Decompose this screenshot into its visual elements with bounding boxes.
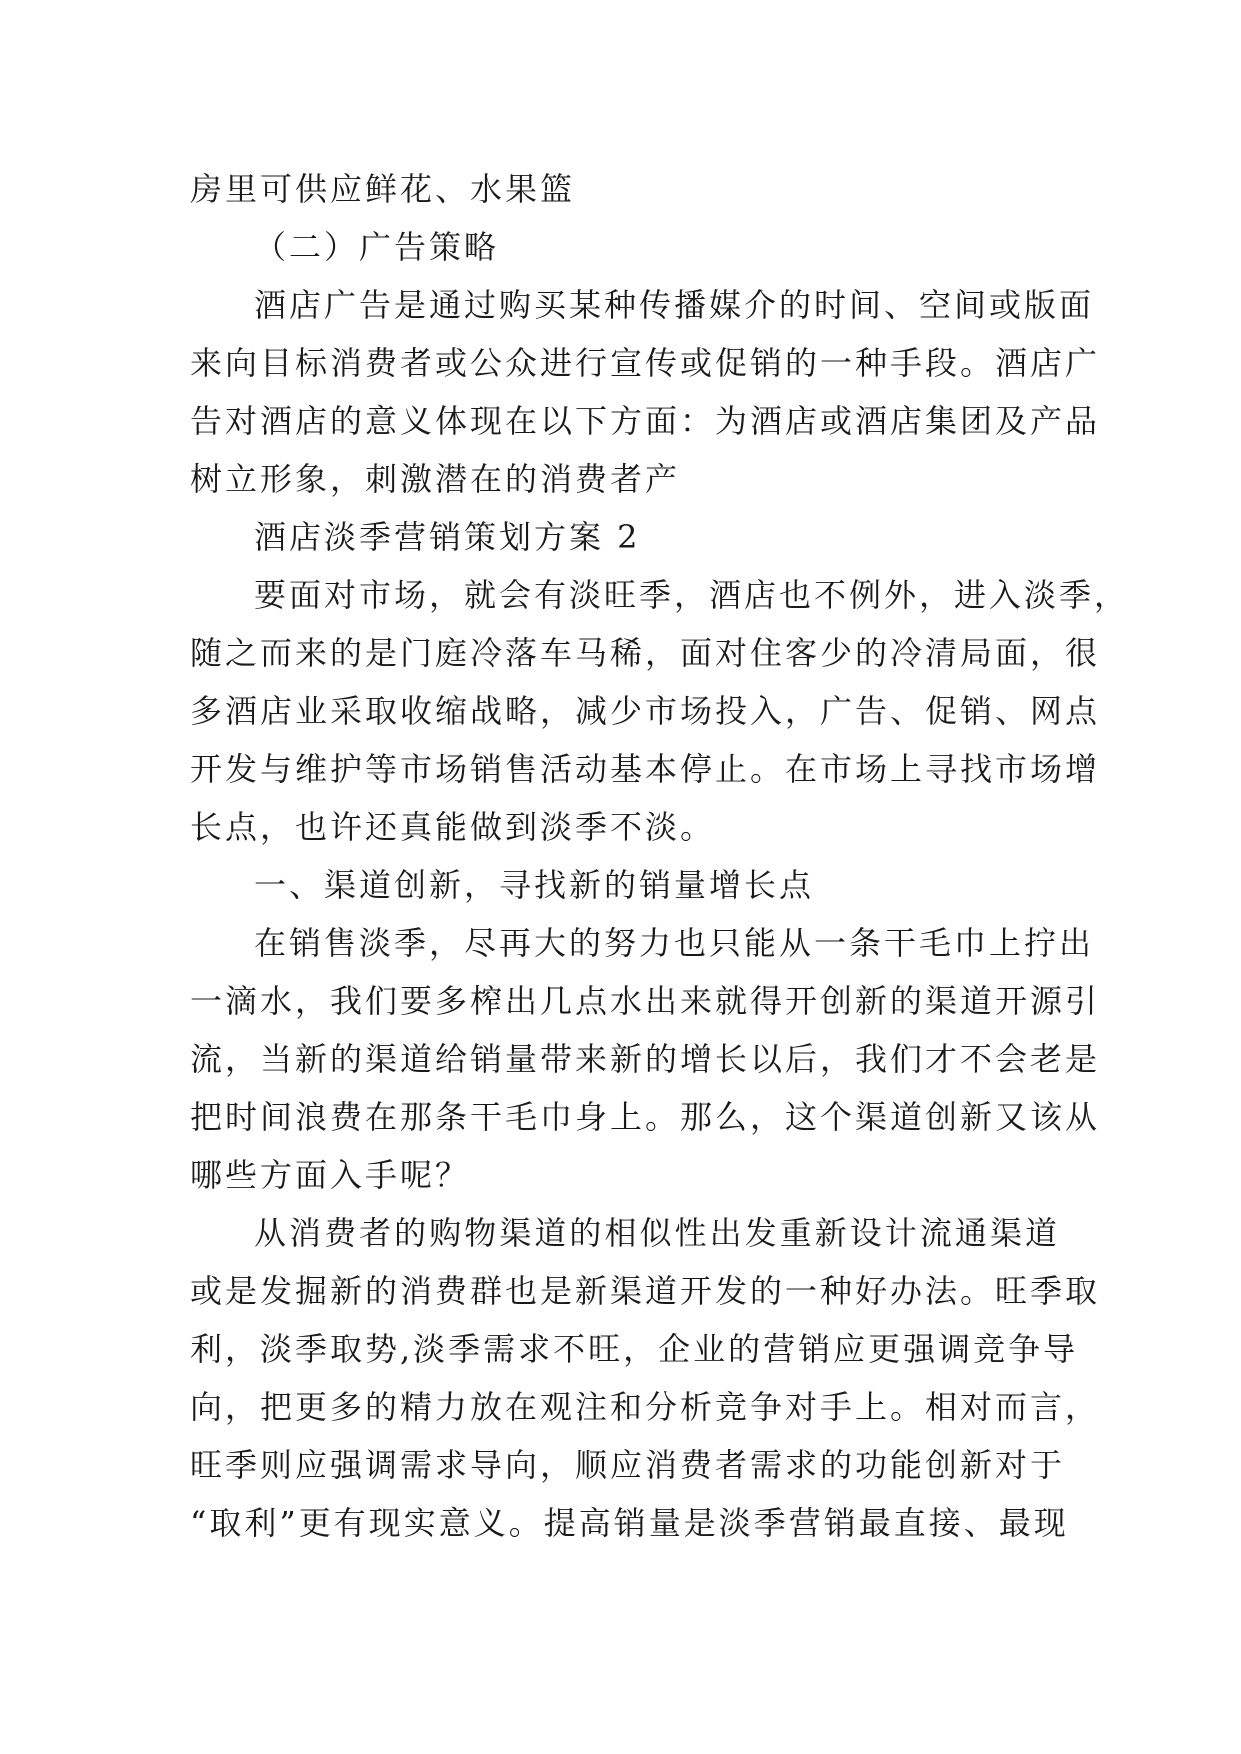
text-line: 开发与维护等市场销售活动基本停止。在市场上寻找市场增 [190, 750, 1101, 788]
text-line: 酒店广告是通过购买某种传播媒介的时间、空间或版面 [254, 286, 1095, 324]
text-line: 随之而来的是门庭冷落车马稀，面对住客少的冷清局面，很 [190, 634, 1101, 672]
text-line: 向，把更多的精力放在观注和分析竞争对手上。相对而言， [190, 1388, 1101, 1426]
section-heading: （二）广告策略 [254, 228, 500, 266]
text-line: 旺季则应强调需求导向，顺应消费者需求的功能创新对于 [190, 1446, 1066, 1484]
text-line: 把时间浪费在那条干毛巾身上。那么，这个渠道创新又该从 [190, 1098, 1101, 1136]
text-line: 来向目标消费者或公众进行宣传或促销的一种手段。酒店广 [190, 344, 1101, 382]
text-line: 或是发掘新的消费群也是新渠道开发的一种好办法。旺季取 [190, 1272, 1101, 1310]
text-line: “取利”更有现实意义。提高销量是淡季营销最直接、最现 [190, 1504, 1069, 1542]
text-line: 长点，也许还真能做到淡季不淡。 [190, 808, 716, 846]
section-heading: 一、渠道创新，寻找新的销量增长点 [254, 866, 815, 904]
text-line: 一滴水，我们要多榨出几点水出来就得开创新的渠道开源引 [190, 982, 1101, 1020]
text-line: 要面对市场，就会有淡旺季，酒店也不例外，进入淡季， [254, 576, 1130, 614]
text-line: 告对酒店的意义体现在以下方面：为酒店或酒店集团及产品 [190, 402, 1101, 440]
text-line: 利，淡季取势,淡季需求不旺，企业的营销应更强调竞争导 [190, 1330, 1079, 1368]
text-line: 流，当新的渠道给销量带来新的增长以后，我们才不会老是 [190, 1040, 1101, 1078]
text-line: 哪些方面入手呢？ [190, 1156, 471, 1194]
text-line: 树立形象，刺激潜在的消费者产 [190, 460, 681, 498]
text-line: 从消费者的购物渠道的相似性出发重新设计流通渠道 [254, 1214, 1060, 1252]
text-line: 房里可供应鲜花、水果篮 [190, 170, 576, 208]
section-heading: 酒店淡季营销策划方案 2 [254, 518, 641, 556]
document-body [190, 160, 1130, 1552]
text-line: 多酒店业采取收缩战略，减少市场投入，广告、促销、网点 [190, 692, 1101, 730]
text-line: 在销售淡季，尽再大的努力也只能从一条干毛巾上拧出 [254, 924, 1095, 962]
